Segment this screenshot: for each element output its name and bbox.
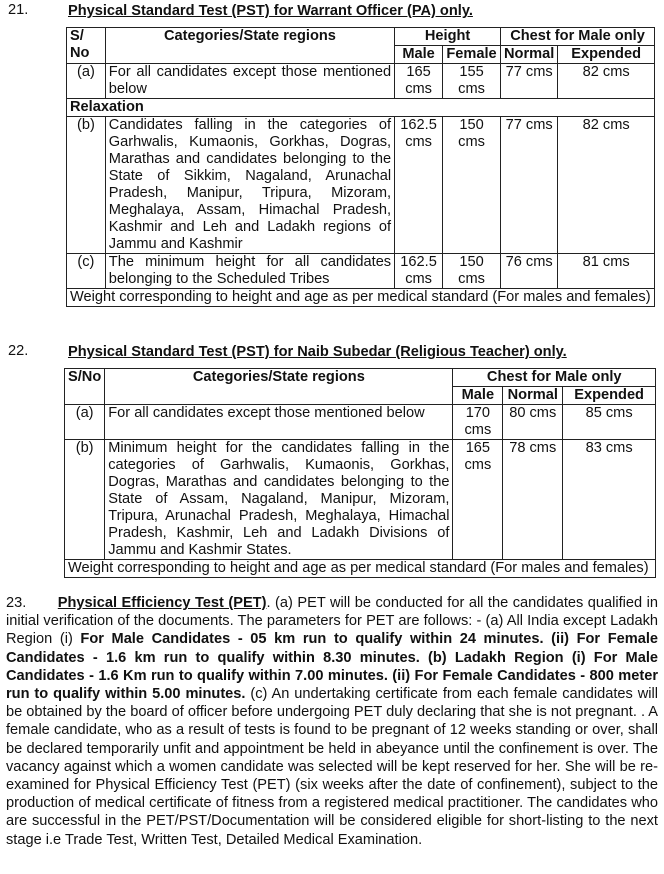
table-row <box>67 254 655 289</box>
section-number: 21. <box>8 2 29 18</box>
header-sno: S/No <box>65 369 105 405</box>
header-female: Female <box>443 46 501 64</box>
row-male: 165 cms <box>453 440 503 560</box>
section-number: 23. <box>6 595 27 611</box>
pet-text-intro: . (a) PET will be conducted for all the candidates qualified in initial verification of the documents. The parameters for PET are follows: - (a) All India except Ladakh Region (i) <box>6 595 659 648</box>
header-height: Height <box>395 28 501 46</box>
table-row <box>67 64 655 99</box>
header-categories: Categories/State regions <box>105 369 453 405</box>
row-category: The minimum height for all candidates belonging to the Scheduled Tribes <box>105 254 394 289</box>
row-female-height: 150 cms <box>443 117 501 254</box>
row-chest-expended: 83 cms <box>563 440 656 560</box>
header-categories: Categories/State regions <box>105 28 394 64</box>
header-normal: Normal <box>503 387 563 405</box>
header-expended: Expended <box>558 46 655 64</box>
row-female-height: 150 cms <box>443 254 501 289</box>
row-category: For all candidates except those mentioned below <box>105 64 394 99</box>
pst-table-warrant-officer <box>66 27 655 307</box>
header-expended: Expended <box>563 387 656 405</box>
row-chest-expended: 82 cms <box>558 64 655 99</box>
pet-paragraph <box>6 594 658 849</box>
row-sno: (b) <box>65 440 105 560</box>
row-sno: (b) <box>67 117 106 254</box>
weight-note: Weight corresponding to height and age as per medical standard (For males and females) <box>65 560 656 578</box>
row-chest-normal: 78 cms <box>503 440 563 560</box>
row-male-height: 162.5 cms <box>395 254 443 289</box>
row-chest-normal: 77 cms <box>501 117 558 254</box>
header-male: Male <box>453 387 503 405</box>
row-category: Candidates falling in the categories of Garhwalis, Kumaonis, Gorkhas, Dogras, Marathas and candidates belonging to the State of Sikkim, Nagaland, Arunachal Pradesh, Manipur, Tripura, Mizoram, Meghalaya, Assam, Himachal Pradesh, Kashmir and Leh and Ladakh regions of Jammu and Kashmir <box>105 117 394 254</box>
section-title: Physical Efficiency Test (PET) <box>57 595 267 611</box>
pet-run-standards: For Male Candidates - 05 km run to qualify within 24 minutes. (ii) For Female Candidates - 1.6 km run to qualify within 8.30 minutes. (b) Ladakh Region (i) For Male Candidates - 1.6 Km run to qualify within 7.00 minutes. (ii) For Female Candidates - 800 meter run to qualify within 5.00 minutes. <box>6 631 658 703</box>
row-category: For all candidates except those mentioned below <box>105 405 453 440</box>
pet-text-rest: (c) An undertaking certificate from each female candidates will be obtained by the board of officer before undergoing PET duly declaring that she is not pregnant. . A female candidate, who as a result of tests is found to be pregnant of 12 weeks standing or over, shall be declared temporarily unfit and appointment be held in abeyance until the confinement is over. The vacancy against which a women candidate was selected will be kept reserved for her. She will be re-examined for Physical Efficiency Test (PET) (six weeks after the date of confinement), subject to the production of medical certificate of fitness from a registered medical practitioner. The candidates who are successful in the PET/PST/Documentation will be considered eligible for short-listing to the next stage i.e Trade Test, Written Test, Detailed Medical Examination. <box>6 686 658 848</box>
row-sno: (c) <box>67 254 106 289</box>
row-chest-expended: 81 cms <box>558 254 655 289</box>
section-number: 22. <box>8 343 29 359</box>
row-female-height: 155 cms <box>443 64 501 99</box>
row-chest-expended: 82 cms <box>558 117 655 254</box>
table-row <box>65 405 656 440</box>
row-category: Minimum height for the candidates falling in the categories of Garhwalis, Kumaonis, Gorkhas, Dogras, Marathas and candidates belonging to the State of Assam, Nagaland, Manipur, Mizoram, Tripura, Arunachal Pradesh, Meghalaya, Himachal Pradesh, Kashmir, Leh and Ladakh Divisions of Jammu and Kashmir States. <box>105 440 453 560</box>
pst-table-naib-subedar <box>64 368 656 578</box>
row-male-height: 162.5 cms <box>395 117 443 254</box>
weight-note: Weight corresponding to height and age as per medical standard (For males and females) <box>67 289 655 307</box>
row-chest-normal: 77 cms <box>501 64 558 99</box>
row-chest-expended: 85 cms <box>563 405 656 440</box>
table-row <box>67 117 655 254</box>
header-chest: Chest for Male only <box>501 28 655 46</box>
row-chest-normal: 80 cms <box>503 405 563 440</box>
row-male: 170 cms <box>453 405 503 440</box>
header-chest: Chest for Male only <box>453 369 656 387</box>
row-sno: (a) <box>65 405 105 440</box>
section-title: Physical Standard Test (PST) for Naib Subedar (Religious Teacher) only. <box>68 344 567 360</box>
row-sno: (a) <box>67 64 106 99</box>
relaxation-label: Relaxation <box>67 99 655 117</box>
row-male-height: 165 cms <box>395 64 443 99</box>
row-chest-normal: 76 cms <box>501 254 558 289</box>
section-title: Physical Standard Test (PST) for Warrant Officer (PA) only. <box>68 3 473 19</box>
header-normal: Normal <box>501 46 558 64</box>
header-male: Male <box>395 46 443 64</box>
table-row <box>65 440 656 560</box>
header-sno: S/ No <box>67 28 106 64</box>
